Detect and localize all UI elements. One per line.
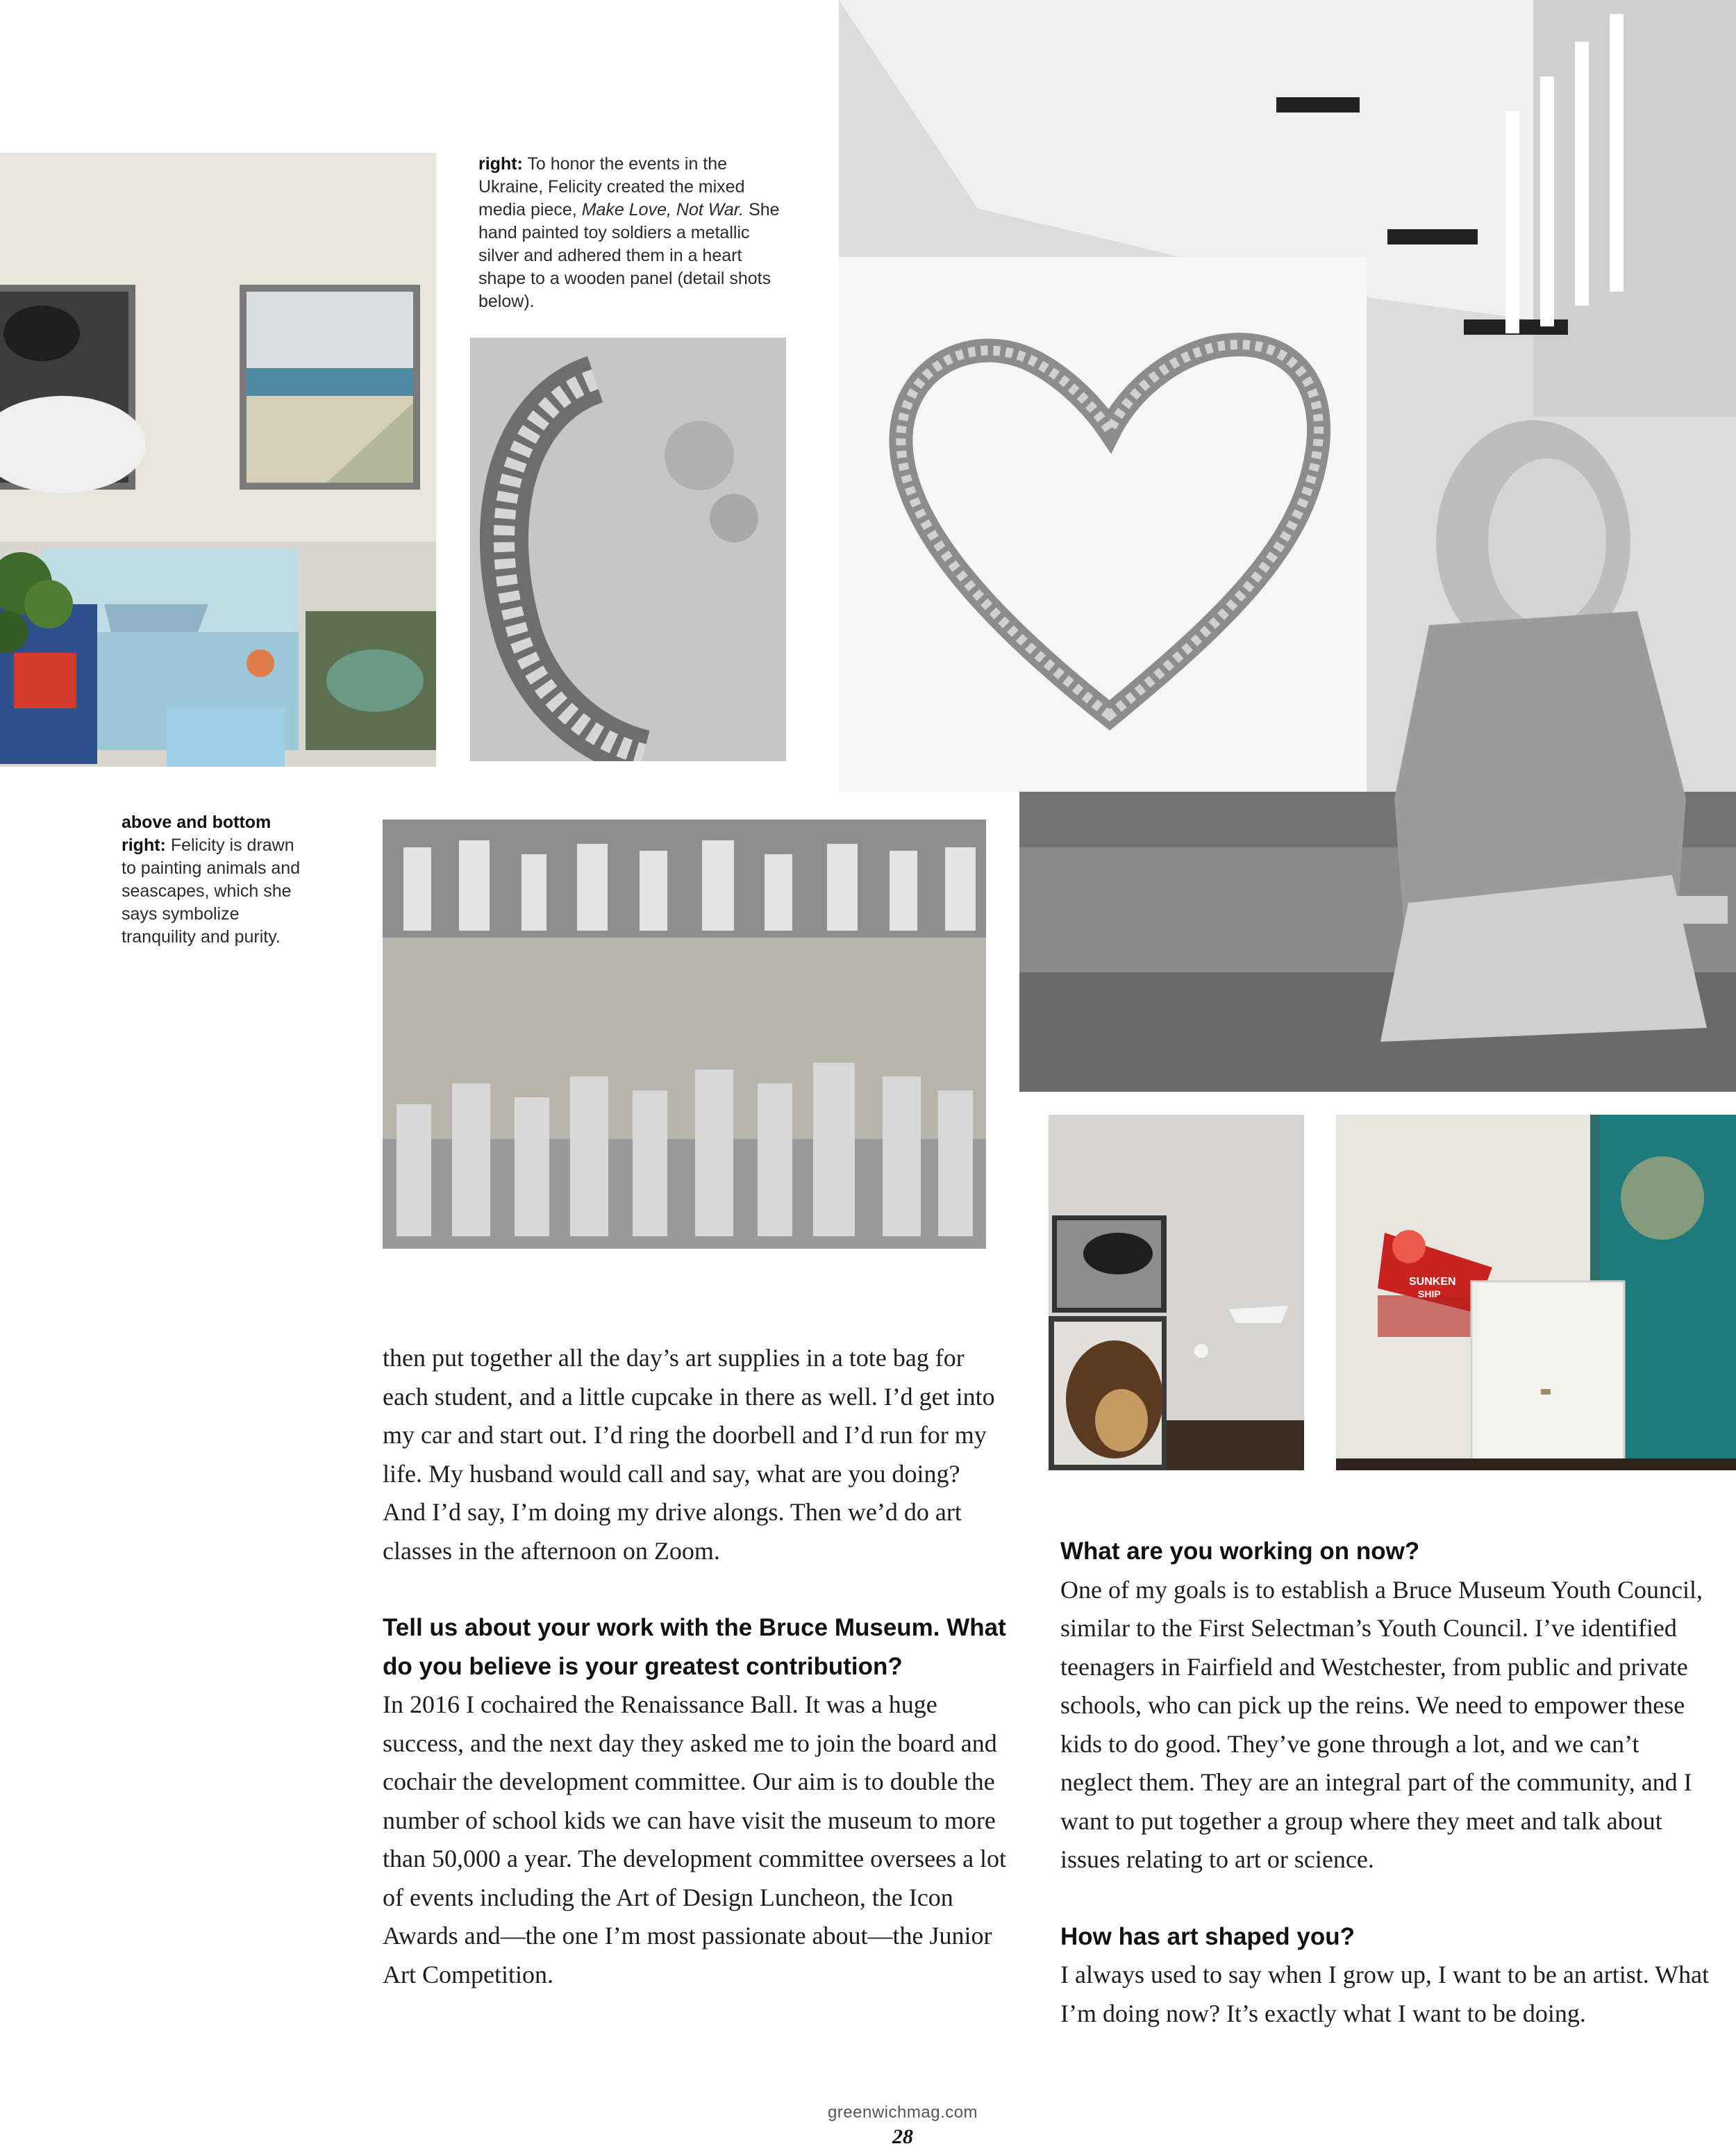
right-column [1060, 1532, 1710, 2033]
footer-site: greenwichmag.com [827, 2103, 978, 2122]
studio-paintings-photo [0, 153, 436, 767]
boat-paintings-photo [1336, 1115, 1736, 1470]
silver-soldiers-detail-photo [383, 820, 986, 1249]
boat-name-line1: SUNKEN [1409, 1276, 1456, 1288]
answer-working-on: One of my goals is to establish a Bruce Museum Youth Council, similar to the First Selectman’s Youth Council. I’ve identified teenagers in Fairfield and Westchester, from public and private schools, who can pick up the reins. We need to empower these kids to do good. They’ve gone through a lot, and we can’t neglect them. They are an integral part of the community, and I want to put together a group where they meet and talk about issues relating to art or science. [1060, 1575, 1703, 1873]
question-working-on: What are you working on now? [1060, 1538, 1420, 1565]
left-column [383, 1339, 1008, 1994]
answer-bruce-museum: In 2016 I cochaired the Renaissance Ball. It was a huge success, and the next day they asked me to join the board and cochair the development committee. Our aim is to double the number of school kids we can have visit the museum to more than 50,000 a year. The development committee oversees a lot of events including the Art of Design Luncheon, the Icon Awards and—the one I’m most passionate about—the Junior Art Competition. [383, 1690, 1007, 1988]
answer-art-shaped: I always used to say when I grow up, I want to be an artist. What I’m doing now? It’s exactly what I want to be doing. [1060, 1961, 1710, 2027]
intro-paragraph: then put together all the day’s art supplies in a tote bag for each student, and a little cupcake in there as well. I’d get into my car and start out. I’d ring the doorbell and I’d run for my life. My husband would call and say, what are you doing? And I’d say, I’m doing my drive alongs. Then we’d do art classes in the afternoon on Zoom. [383, 1344, 995, 1565]
caption-right-text: To honor the events in the Ukraine, Felicity created the mixed media piece, [478, 154, 745, 219]
page-number: 28 [892, 2125, 913, 2148]
question-art-shaped: How has art shaped you? [1060, 1922, 1355, 1950]
caption-right-lead: right: [478, 154, 523, 174]
dog-paintings-photo [1049, 1115, 1304, 1470]
caption-above-lead: above and bottom right: [122, 813, 272, 855]
soldier-heart-detail-photo [470, 338, 786, 761]
caption-right [478, 153, 784, 313]
caption-above-text: Felicity is drawn to painting animals and seascapes, which she says symbolize tranquility and purity. [122, 836, 301, 947]
boat-name-line2: SHIP [1418, 1288, 1441, 1299]
artwork-title: Make Love, Not War. [581, 200, 744, 219]
question-bruce-museum: Tell us about your work with the Bruce Museum. What do you believe is your greatest contribution? [383, 1614, 1006, 1680]
caption-right-text-after: She hand painted toy soldiers a metallic silver and adhered them in a heart shape to a wooden panel (detail shots below). [478, 200, 780, 311]
caption-above [122, 811, 309, 949]
